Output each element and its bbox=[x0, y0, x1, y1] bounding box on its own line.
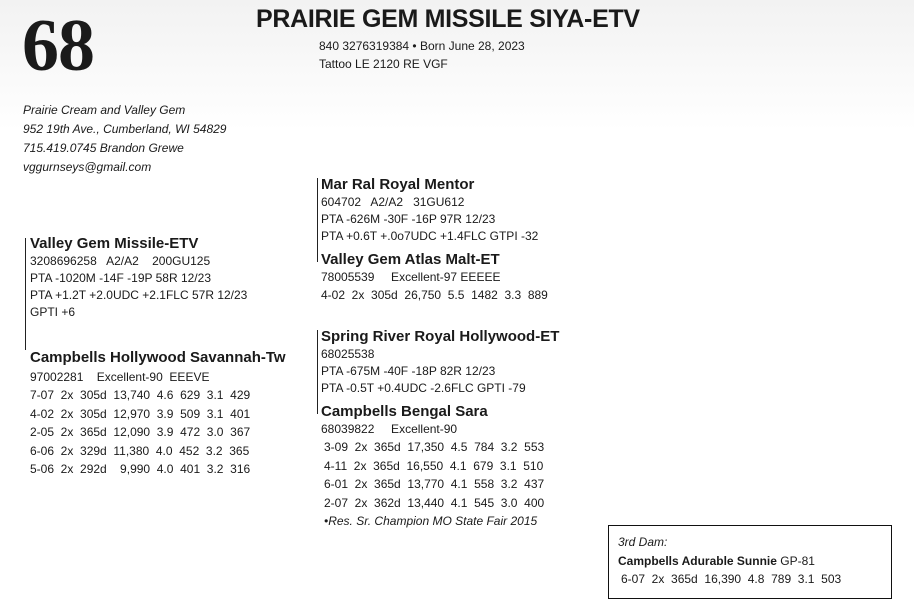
animal-id-line: 840 3276319384 • Born June 28, 2023 bbox=[319, 39, 525, 53]
lot-number: 68 bbox=[22, 5, 94, 87]
consignor-farm: Prairie Cream and Valley Gem bbox=[23, 103, 186, 117]
dam-record: 6-06 2x 329d 11,380 4.0 452 3.2 365 bbox=[30, 443, 250, 458]
dam-sire-block bbox=[321, 328, 559, 397]
dam-name: Campbells Hollywood Savannah-Tw bbox=[30, 349, 286, 366]
third-dam-name: Campbells Adurable Sunnie bbox=[618, 554, 777, 568]
sire-pta: PTA -1020M -14F -19P 58R 12/23 bbox=[30, 271, 211, 285]
dam-parents-connector bbox=[317, 330, 318, 414]
sire-dam-connector bbox=[25, 238, 26, 350]
dam-block bbox=[30, 349, 286, 479]
third-dam-grade: GP-81 bbox=[780, 554, 815, 568]
sire-pta2: PTA +1.2T +2.0UDC +2.1FLC 57R 12/23 bbox=[30, 288, 248, 302]
third-dam-title bbox=[618, 553, 815, 570]
sire-block bbox=[30, 235, 247, 321]
animal-name: PRAIRIE GEM MISSILE SIYA-ETV bbox=[256, 5, 640, 33]
dam-reg: 97002281 Excellent-90 EEEVE bbox=[30, 370, 210, 384]
sire-parents-connector bbox=[317, 178, 318, 262]
dam-sire-pta2: PTA -0.5T +0.4UDC -2.6FLC GPTI -79 bbox=[321, 381, 526, 395]
sire-name: Valley Gem Missile-ETV bbox=[30, 235, 199, 252]
dam-dam-record: 2-07 2x 362d 13,440 4.1 545 3.0 400 bbox=[324, 495, 545, 510]
third-dam-box bbox=[608, 525, 892, 599]
third-dam-record: 6-07 2x 365d 16,390 4.8 789 3.1 503 bbox=[621, 572, 842, 586]
consignor-phone: 715.419.0745 Brandon Grewe bbox=[23, 141, 184, 155]
dam-record: 4-02 2x 305d 12,970 3.9 509 3.1 401 bbox=[30, 406, 251, 421]
dam-dam-record: 3-09 2x 365d 17,350 4.5 784 3.2 553 bbox=[324, 440, 545, 454]
dam-dam-block bbox=[321, 403, 544, 530]
dam-record: 5-06 2x 292d 9,990 4.0 401 3.2 316 bbox=[30, 462, 251, 476]
animal-tattoo-line: Tattoo LE 2120 RE VGF bbox=[319, 57, 448, 71]
sire-reg: 3208696258 A2/A2 200GU125 bbox=[30, 254, 211, 268]
sire-dam-reg: 78005539 Excellent-97 EEEEE bbox=[321, 270, 501, 284]
third-dam-label: 3rd Dam: bbox=[618, 535, 668, 549]
sire-sire-name: Mar Ral Royal Mentor bbox=[321, 176, 475, 193]
dam-record: 7-07 2x 305d 13,740 4.6 629 3.1 429 bbox=[30, 388, 251, 402]
dam-sire-pta: PTA -675M -40F -18P 82R 12/23 bbox=[321, 364, 496, 378]
dam-dam-note: •Res. Sr. Champion MO State Fair 2015 bbox=[324, 514, 538, 528]
sire-sire-pta2: PTA +0.6T +.0o7UDC +1.4FLC GTPI -32 bbox=[321, 229, 539, 243]
sire-sire-reg: 604702 A2/A2 31GU612 bbox=[321, 195, 465, 209]
dam-sire-name: Spring River Royal Hollywood-ET bbox=[321, 328, 560, 345]
dam-dam-reg: 68039822 Excellent-90 bbox=[321, 422, 458, 436]
sire-sire-block bbox=[321, 176, 538, 245]
consignor-address: 952 19th Ave., Cumberland, WI 54829 bbox=[23, 122, 227, 136]
sire-gpti: GPTI +6 bbox=[30, 305, 76, 319]
dam-sire-reg: 68025538 bbox=[321, 347, 375, 361]
sire-dam-block bbox=[321, 251, 548, 305]
dam-dam-record: 6-01 2x 365d 13,770 4.1 558 3.2 437 bbox=[324, 477, 545, 491]
dam-dam-record: 4-11 2x 365d 16,550 4.1 679 3.1 510 bbox=[324, 458, 544, 473]
dam-record: 2-05 2x 365d 12,090 3.9 472 3.0 367 bbox=[30, 425, 251, 439]
sire-dam-record: 4-02 2x 305d 26,750 5.5 1482 3.3 889 bbox=[321, 288, 548, 302]
consignor-block bbox=[23, 101, 226, 177]
sire-sire-pta: PTA -626M -30F -16P 97R 12/23 bbox=[321, 212, 496, 226]
sire-dam-name: Valley Gem Atlas Malt-ET bbox=[321, 251, 500, 268]
consignor-email: vggurnseys@gmail.com bbox=[23, 160, 152, 174]
dam-dam-name: Campbells Bengal Sara bbox=[321, 403, 488, 420]
